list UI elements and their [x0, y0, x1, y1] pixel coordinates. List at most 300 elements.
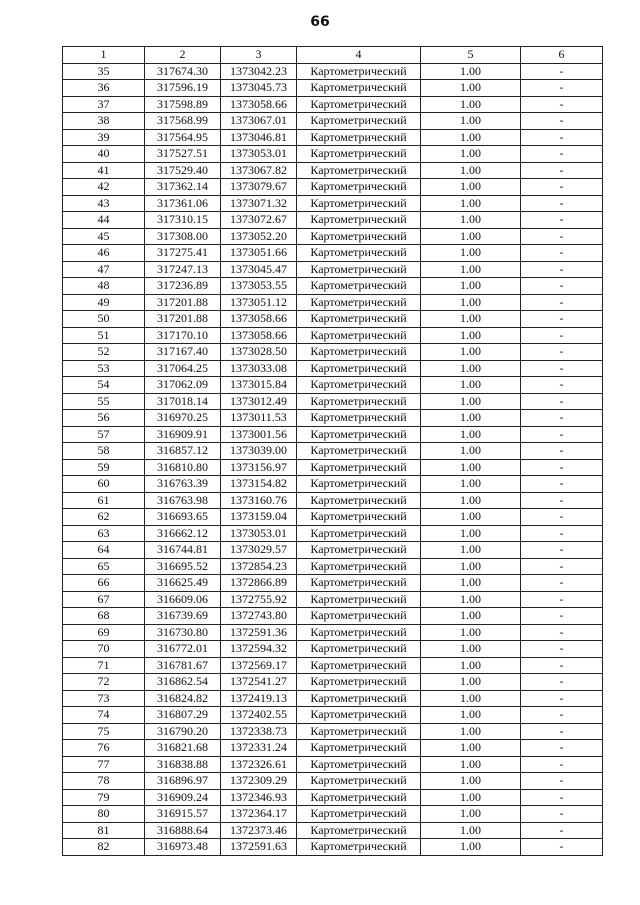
table-row [63, 674, 603, 691]
y-coordinate-cell: 1373072.67 [221, 212, 297, 229]
x-coordinate-cell: 316888.64 [145, 822, 221, 839]
x-coordinate-cell: 317361.06 [145, 195, 221, 212]
y-coordinate-cell: 1372346.93 [221, 789, 297, 806]
page-number: 66 [310, 14, 330, 30]
note-cell: - [521, 525, 603, 542]
point-number-cell: 62 [63, 509, 145, 526]
point-number-cell: 55 [63, 393, 145, 410]
method-cell: Картометрический [297, 63, 421, 80]
accuracy-cell: 1.00 [421, 294, 521, 311]
column-header: 2 [145, 47, 221, 64]
method-cell: Картометрический [297, 756, 421, 773]
y-coordinate-cell: 1373012.49 [221, 393, 297, 410]
y-coordinate-cell: 1372743.80 [221, 608, 297, 625]
y-coordinate-cell: 1373045.47 [221, 261, 297, 278]
y-coordinate-cell: 1373028.50 [221, 344, 297, 361]
note-cell: - [521, 723, 603, 740]
x-coordinate-cell: 316909.24 [145, 789, 221, 806]
table-row [63, 195, 603, 212]
method-cell: Картометрический [297, 839, 421, 856]
table-row [63, 245, 603, 262]
y-coordinate-cell: 1372364.17 [221, 806, 297, 823]
y-coordinate-cell: 1373053.55 [221, 278, 297, 295]
accuracy-cell: 1.00 [421, 492, 521, 509]
point-number-cell: 68 [63, 608, 145, 625]
accuracy-cell: 1.00 [421, 146, 521, 163]
method-cell: Картометрический [297, 278, 421, 295]
point-number-cell: 81 [63, 822, 145, 839]
note-cell: - [521, 113, 603, 130]
accuracy-cell: 1.00 [421, 608, 521, 625]
x-coordinate-cell: 317598.89 [145, 96, 221, 113]
column-header: 5 [421, 47, 521, 64]
y-coordinate-cell: 1373001.56 [221, 426, 297, 443]
table-row [63, 707, 603, 724]
point-number-cell: 78 [63, 773, 145, 790]
point-number-cell: 50 [63, 311, 145, 328]
x-coordinate-cell: 316821.68 [145, 740, 221, 757]
accuracy-cell: 1.00 [421, 707, 521, 724]
table-row [63, 525, 603, 542]
x-coordinate-cell: 316781.67 [145, 657, 221, 674]
y-coordinate-cell: 1373159.04 [221, 509, 297, 526]
method-cell: Картометрический [297, 773, 421, 790]
method-cell: Картометрический [297, 195, 421, 212]
table-row [63, 63, 603, 80]
y-coordinate-cell: 1372569.17 [221, 657, 297, 674]
note-cell: - [521, 806, 603, 823]
note-cell: - [521, 195, 603, 212]
y-coordinate-cell: 1372338.73 [221, 723, 297, 740]
accuracy-cell: 1.00 [421, 641, 521, 658]
y-coordinate-cell: 1373079.67 [221, 179, 297, 196]
table-row [63, 575, 603, 592]
x-coordinate-cell: 316625.49 [145, 575, 221, 592]
x-coordinate-cell: 316662.12 [145, 525, 221, 542]
table-row [63, 509, 603, 526]
method-cell: Картометрический [297, 690, 421, 707]
point-number-cell: 59 [63, 459, 145, 476]
table-row [63, 459, 603, 476]
x-coordinate-cell: 317362.14 [145, 179, 221, 196]
method-cell: Картометрический [297, 146, 421, 163]
method-cell: Картометрический [297, 294, 421, 311]
x-coordinate-cell: 316824.82 [145, 690, 221, 707]
y-coordinate-cell: 1373029.57 [221, 542, 297, 559]
accuracy-cell: 1.00 [421, 162, 521, 179]
accuracy-cell: 1.00 [421, 228, 521, 245]
point-number-cell: 71 [63, 657, 145, 674]
table-row [63, 641, 603, 658]
table-row [63, 278, 603, 295]
accuracy-cell: 1.00 [421, 80, 521, 97]
column-header: 3 [221, 47, 297, 64]
x-coordinate-cell: 317201.88 [145, 311, 221, 328]
method-cell: Картометрический [297, 542, 421, 559]
y-coordinate-cell: 1373033.08 [221, 360, 297, 377]
accuracy-cell: 1.00 [421, 839, 521, 856]
accuracy-cell: 1.00 [421, 360, 521, 377]
table-row [63, 294, 603, 311]
table-row [63, 558, 603, 575]
table-row [63, 624, 603, 641]
note-cell: - [521, 839, 603, 856]
x-coordinate-cell: 317275.41 [145, 245, 221, 262]
note-cell: - [521, 740, 603, 757]
method-cell: Картометрический [297, 657, 421, 674]
x-coordinate-cell: 316973.48 [145, 839, 221, 856]
note-cell: - [521, 542, 603, 559]
table-row [63, 476, 603, 493]
note-cell: - [521, 822, 603, 839]
table-row [63, 311, 603, 328]
table-row [63, 393, 603, 410]
x-coordinate-cell: 317167.40 [145, 344, 221, 361]
table-header-row [63, 47, 603, 64]
x-coordinate-cell: 317018.14 [145, 393, 221, 410]
y-coordinate-cell: 1372326.61 [221, 756, 297, 773]
method-cell: Картометрический [297, 113, 421, 130]
point-number-cell: 44 [63, 212, 145, 229]
point-number-cell: 75 [63, 723, 145, 740]
accuracy-cell: 1.00 [421, 674, 521, 691]
x-coordinate-cell: 316693.65 [145, 509, 221, 526]
point-number-cell: 61 [63, 492, 145, 509]
accuracy-cell: 1.00 [421, 179, 521, 196]
point-number-cell: 52 [63, 344, 145, 361]
x-coordinate-cell: 316695.52 [145, 558, 221, 575]
accuracy-cell: 1.00 [421, 773, 521, 790]
method-cell: Картометрический [297, 558, 421, 575]
note-cell: - [521, 179, 603, 196]
note-cell: - [521, 674, 603, 691]
y-coordinate-cell: 1372373.46 [221, 822, 297, 839]
x-coordinate-cell: 316862.54 [145, 674, 221, 691]
point-number-cell: 69 [63, 624, 145, 641]
method-cell: Картометрический [297, 608, 421, 625]
method-cell: Картометрический [297, 624, 421, 641]
note-cell: - [521, 294, 603, 311]
accuracy-cell: 1.00 [421, 476, 521, 493]
table-row [63, 129, 603, 146]
method-cell: Картометрический [297, 641, 421, 658]
y-coordinate-cell: 1373045.73 [221, 80, 297, 97]
point-number-cell: 64 [63, 542, 145, 559]
method-cell: Картометрический [297, 179, 421, 196]
accuracy-cell: 1.00 [421, 212, 521, 229]
accuracy-cell: 1.00 [421, 344, 521, 361]
method-cell: Картометрический [297, 476, 421, 493]
method-cell: Картометрический [297, 723, 421, 740]
x-coordinate-cell: 317236.89 [145, 278, 221, 295]
x-coordinate-cell: 316915.57 [145, 806, 221, 823]
note-cell: - [521, 509, 603, 526]
point-number-cell: 43 [63, 195, 145, 212]
point-number-cell: 47 [63, 261, 145, 278]
table-row [63, 443, 603, 460]
y-coordinate-cell: 1372402.55 [221, 707, 297, 724]
accuracy-cell: 1.00 [421, 756, 521, 773]
x-coordinate-cell: 316609.06 [145, 591, 221, 608]
note-cell: - [521, 657, 603, 674]
x-coordinate-cell: 317529.40 [145, 162, 221, 179]
column-header: 4 [297, 47, 421, 64]
point-number-cell: 35 [63, 63, 145, 80]
x-coordinate-cell: 317674.30 [145, 63, 221, 80]
accuracy-cell: 1.00 [421, 509, 521, 526]
y-coordinate-cell: 1373011.53 [221, 410, 297, 427]
y-coordinate-cell: 1372594.32 [221, 641, 297, 658]
y-coordinate-cell: 1372419.13 [221, 690, 297, 707]
y-coordinate-cell: 1372541.27 [221, 674, 297, 691]
method-cell: Картометрический [297, 509, 421, 526]
method-cell: Картометрический [297, 261, 421, 278]
note-cell: - [521, 773, 603, 790]
point-number-cell: 37 [63, 96, 145, 113]
accuracy-cell: 1.00 [421, 245, 521, 262]
x-coordinate-cell: 316730.80 [145, 624, 221, 641]
y-coordinate-cell: 1373053.01 [221, 525, 297, 542]
table-row [63, 228, 603, 245]
accuracy-cell: 1.00 [421, 740, 521, 757]
method-cell: Картометрический [297, 80, 421, 97]
point-number-cell: 72 [63, 674, 145, 691]
note-cell: - [521, 558, 603, 575]
accuracy-cell: 1.00 [421, 311, 521, 328]
method-cell: Картометрический [297, 492, 421, 509]
note-cell: - [521, 608, 603, 625]
y-coordinate-cell: 1372854.23 [221, 558, 297, 575]
table-row [63, 96, 603, 113]
x-coordinate-cell: 317201.88 [145, 294, 221, 311]
x-coordinate-cell: 316790.20 [145, 723, 221, 740]
y-coordinate-cell: 1373042.23 [221, 63, 297, 80]
note-cell: - [521, 245, 603, 262]
note-cell: - [521, 261, 603, 278]
method-cell: Картометрический [297, 212, 421, 229]
table-row [63, 789, 603, 806]
accuracy-cell: 1.00 [421, 195, 521, 212]
point-number-cell: 82 [63, 839, 145, 856]
table-row [63, 542, 603, 559]
note-cell: - [521, 459, 603, 476]
note-cell: - [521, 212, 603, 229]
accuracy-cell: 1.00 [421, 591, 521, 608]
note-cell: - [521, 690, 603, 707]
note-cell: - [521, 344, 603, 361]
y-coordinate-cell: 1373052.20 [221, 228, 297, 245]
y-coordinate-cell: 1373156.97 [221, 459, 297, 476]
accuracy-cell: 1.00 [421, 261, 521, 278]
y-coordinate-cell: 1372331.24 [221, 740, 297, 757]
table-row [63, 426, 603, 443]
table-row [63, 113, 603, 130]
y-coordinate-cell: 1373015.84 [221, 377, 297, 394]
note-cell: - [521, 624, 603, 641]
point-number-cell: 53 [63, 360, 145, 377]
table-row [63, 344, 603, 361]
table-row [63, 360, 603, 377]
note-cell: - [521, 311, 603, 328]
method-cell: Картометрический [297, 806, 421, 823]
accuracy-cell: 1.00 [421, 410, 521, 427]
note-cell: - [521, 360, 603, 377]
y-coordinate-cell: 1373058.66 [221, 327, 297, 344]
note-cell: - [521, 327, 603, 344]
note-cell: - [521, 641, 603, 658]
table-row [63, 146, 603, 163]
method-cell: Картометрический [297, 443, 421, 460]
accuracy-cell: 1.00 [421, 542, 521, 559]
method-cell: Картометрический [297, 245, 421, 262]
table-row [63, 690, 603, 707]
table-row [63, 261, 603, 278]
table-row [63, 723, 603, 740]
note-cell: - [521, 228, 603, 245]
note-cell: - [521, 63, 603, 80]
x-coordinate-cell: 316763.39 [145, 476, 221, 493]
table-body [63, 63, 603, 855]
x-coordinate-cell: 317062.09 [145, 377, 221, 394]
x-coordinate-cell: 317568.99 [145, 113, 221, 130]
accuracy-cell: 1.00 [421, 690, 521, 707]
x-coordinate-cell: 317064.25 [145, 360, 221, 377]
note-cell: - [521, 789, 603, 806]
accuracy-cell: 1.00 [421, 393, 521, 410]
point-number-cell: 73 [63, 690, 145, 707]
point-number-cell: 51 [63, 327, 145, 344]
y-coordinate-cell: 1373160.76 [221, 492, 297, 509]
accuracy-cell: 1.00 [421, 426, 521, 443]
method-cell: Картометрический [297, 393, 421, 410]
point-number-cell: 63 [63, 525, 145, 542]
method-cell: Картометрический [297, 360, 421, 377]
point-number-cell: 60 [63, 476, 145, 493]
x-coordinate-cell: 317170.10 [145, 327, 221, 344]
table-row [63, 162, 603, 179]
x-coordinate-cell: 316810.80 [145, 459, 221, 476]
y-coordinate-cell: 1373071.32 [221, 195, 297, 212]
accuracy-cell: 1.00 [421, 63, 521, 80]
method-cell: Картометрический [297, 129, 421, 146]
point-number-cell: 45 [63, 228, 145, 245]
point-number-cell: 54 [63, 377, 145, 394]
point-number-cell: 77 [63, 756, 145, 773]
x-coordinate-cell: 316763.98 [145, 492, 221, 509]
note-cell: - [521, 162, 603, 179]
y-coordinate-cell: 1373058.66 [221, 311, 297, 328]
point-number-cell: 57 [63, 426, 145, 443]
method-cell: Картометрический [297, 311, 421, 328]
x-coordinate-cell: 316772.01 [145, 641, 221, 658]
note-cell: - [521, 410, 603, 427]
accuracy-cell: 1.00 [421, 657, 521, 674]
method-cell: Картометрический [297, 228, 421, 245]
table-row [63, 740, 603, 757]
accuracy-cell: 1.00 [421, 822, 521, 839]
y-coordinate-cell: 1373053.01 [221, 146, 297, 163]
point-number-cell: 79 [63, 789, 145, 806]
table-row [63, 591, 603, 608]
method-cell: Картометрический [297, 426, 421, 443]
point-number-cell: 42 [63, 179, 145, 196]
method-cell: Картометрический [297, 789, 421, 806]
y-coordinate-cell: 1372309.29 [221, 773, 297, 790]
note-cell: - [521, 426, 603, 443]
table-row [63, 756, 603, 773]
note-cell: - [521, 476, 603, 493]
point-number-cell: 40 [63, 146, 145, 163]
note-cell: - [521, 377, 603, 394]
accuracy-cell: 1.00 [421, 278, 521, 295]
y-coordinate-cell: 1373046.81 [221, 129, 297, 146]
accuracy-cell: 1.00 [421, 459, 521, 476]
note-cell: - [521, 80, 603, 97]
table-row [63, 822, 603, 839]
method-cell: Картометрический [297, 96, 421, 113]
y-coordinate-cell: 1373067.01 [221, 113, 297, 130]
column-header: 1 [63, 47, 145, 64]
x-coordinate-cell: 316857.12 [145, 443, 221, 460]
x-coordinate-cell: 316807.29 [145, 707, 221, 724]
point-number-cell: 65 [63, 558, 145, 575]
accuracy-cell: 1.00 [421, 624, 521, 641]
y-coordinate-cell: 1373039.00 [221, 443, 297, 460]
y-coordinate-cell: 1372591.36 [221, 624, 297, 641]
column-header: 6 [521, 47, 603, 64]
accuracy-cell: 1.00 [421, 129, 521, 146]
note-cell: - [521, 443, 603, 460]
accuracy-cell: 1.00 [421, 723, 521, 740]
point-number-cell: 38 [63, 113, 145, 130]
x-coordinate-cell: 317564.95 [145, 129, 221, 146]
table-row [63, 773, 603, 790]
x-coordinate-cell: 317308.00 [145, 228, 221, 245]
table-row [63, 492, 603, 509]
y-coordinate-cell: 1373051.12 [221, 294, 297, 311]
point-number-cell: 74 [63, 707, 145, 724]
method-cell: Картометрический [297, 525, 421, 542]
coordinates-table [62, 46, 603, 856]
x-coordinate-cell: 316909.91 [145, 426, 221, 443]
x-coordinate-cell: 317527.51 [145, 146, 221, 163]
table-row [63, 377, 603, 394]
method-cell: Картометрический [297, 162, 421, 179]
note-cell: - [521, 278, 603, 295]
accuracy-cell: 1.00 [421, 525, 521, 542]
accuracy-cell: 1.00 [421, 575, 521, 592]
note-cell: - [521, 96, 603, 113]
table-row [63, 179, 603, 196]
accuracy-cell: 1.00 [421, 558, 521, 575]
note-cell: - [521, 591, 603, 608]
table-row [63, 657, 603, 674]
note-cell: - [521, 707, 603, 724]
y-coordinate-cell: 1373067.82 [221, 162, 297, 179]
note-cell: - [521, 756, 603, 773]
method-cell: Картометрический [297, 377, 421, 394]
accuracy-cell: 1.00 [421, 96, 521, 113]
point-number-cell: 66 [63, 575, 145, 592]
accuracy-cell: 1.00 [421, 443, 521, 460]
point-number-cell: 49 [63, 294, 145, 311]
x-coordinate-cell: 316970.25 [145, 410, 221, 427]
x-coordinate-cell: 316896.97 [145, 773, 221, 790]
method-cell: Картометрический [297, 740, 421, 757]
y-coordinate-cell: 1372591.63 [221, 839, 297, 856]
y-coordinate-cell: 1373058.66 [221, 96, 297, 113]
x-coordinate-cell: 316744.81 [145, 542, 221, 559]
